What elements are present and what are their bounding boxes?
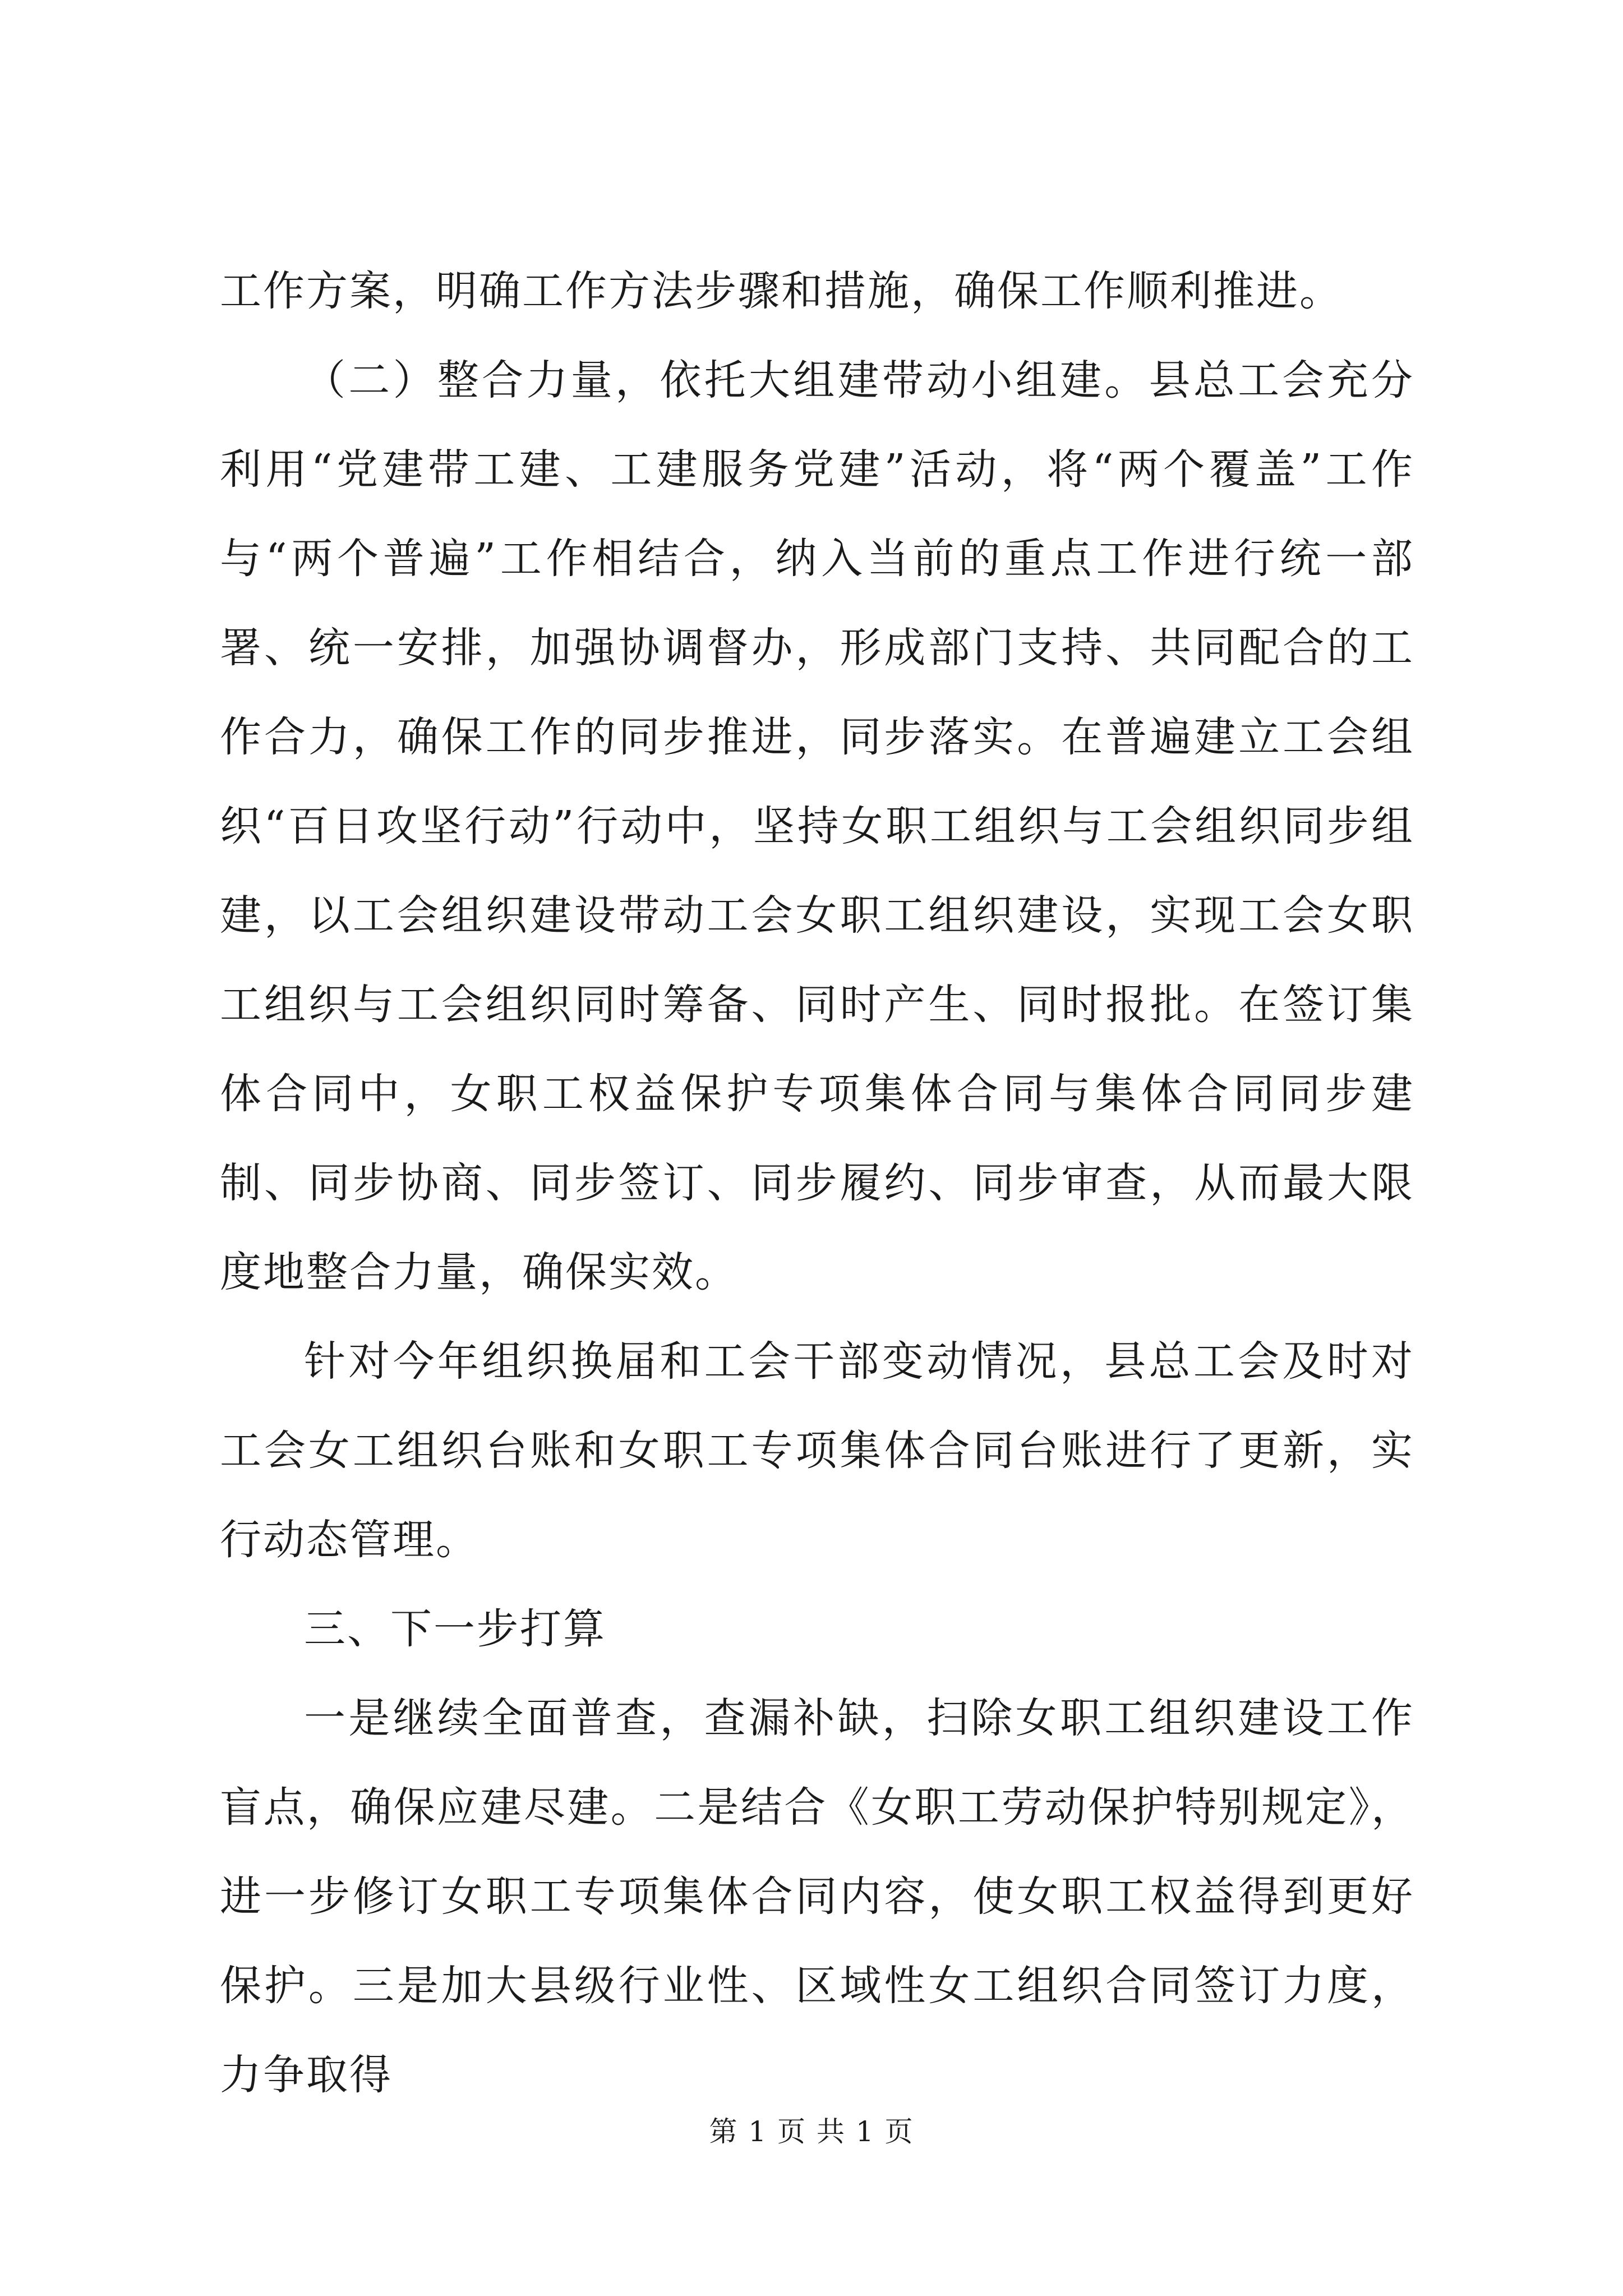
- paragraph-section-two: （二）整合力量，依托大组建带动小组建。县总工会充分利用“党建带工建、工建服务党建”活动，将“两个覆盖”工作与“两个普遍”工作相结合，纳入当前的重点工作进行统一部署、统一安排，加强协调督办，形成部门支持、共同配合的工作合力，确保工作的同步推进，同步落实。在普遍建立工会组织“百日攻坚行动”行动中，坚持女职工组织与工会组织同步组建，以工会组织建设带动工会女职工组织建设，实现工会女职工组织与工会组织同时筹备、同时产生、同时报批。在签订集体合同中，女职工权益保护专项集体合同与集体合同同步建制、同步协商、同步签订、同步履约、同步审查，从而最大限度地整合力量，确保实效。: [220, 356, 1414, 1296]
- paragraph-continuation: 工作方案，明确工作方法步骤和措施，确保工作顺利推进。: [220, 267, 1343, 315]
- paragraph-next-steps: 一是继续全面普查，查漏补缺，扫除女职工组织建设工作盲点，确保应建尽建。二是结合《女职工劳动保护特别规定》，进一步修订女职工专项集体合同内容，使女职工权益得到更好保护。三是加大县级行业性、区域性女工组织合同签订力度，力争取得: [220, 1694, 1414, 2099]
- page-footer: 第 1 页 共 1 页: [709, 2115, 914, 2148]
- section-heading-next-steps: 三、下一步打算: [304, 1605, 606, 1653]
- document-body: [220, 247, 1414, 2120]
- paragraph-ledger-update: 针对今年组织换届和工会干部变动情况，县总工会及时对工会女工组织台账和女职工专项集体合同台账进行了更新，实行动态管理。: [220, 1337, 1414, 1564]
